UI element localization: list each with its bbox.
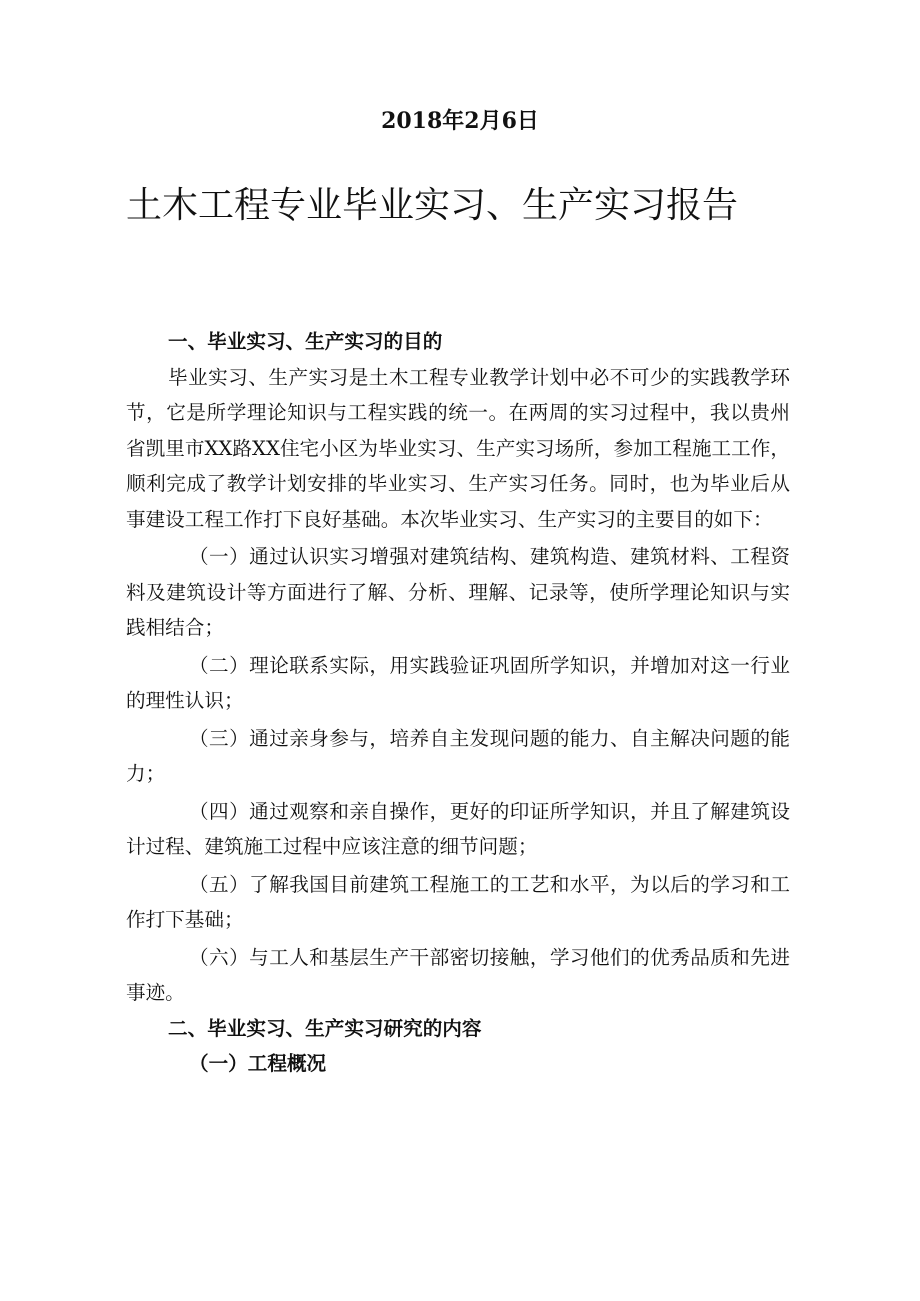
- section-1-intro: 毕业实习、生产实习是土木工程专业教学计划中必不可少的实践教学环节，它是所学理论知识与工程实践的统一。在两周的实习过程中，我以贵州省凯里市XX路XX住宅小区为毕业实习、生产实习场所，参加工程施工工作，顺利完成了教学计划安排的毕业实习、生产实习任务。同时，也为毕业后从事建设工程工作打下良好基础。本次毕业实习、生产实习的主要目的如下：: [126, 365, 790, 531]
- document-date: 2018年2月6日: [381, 108, 539, 134]
- purpose-item-1: （一）通过认识实习增强对建筑结构、建筑构造、建筑材料、工程资料及建筑设计等方面进行了解、分析、理解、记录等，使所学理论知识与实践相结合；: [126, 545, 790, 639]
- purpose-item-2: （二）理论联系实际，用实践验证巩固所学知识，并增加对这一行业的理性认识；: [126, 653, 790, 712]
- document-body: [126, 324, 790, 1082]
- purpose-item-4: （四）通过观察和亲自操作，更好的印证所学知识，并且了解建筑设计过程、建筑施工过程中应该注意的细节问题；: [126, 799, 790, 858]
- section-1-heading: 一、毕业实习、生产实习的目的: [168, 330, 443, 353]
- purpose-item-6: （六）与工人和基层生产干部密切接触，学习他们的优秀品质和先进事迹。: [126, 945, 790, 1004]
- section-2-heading: 二、毕业实习、生产实习研究的内容: [168, 1016, 482, 1040]
- section-2-subheading: （一）工程概况: [189, 1052, 327, 1075]
- purpose-item-3: （三）通过亲身参与，培养自主发现问题的能力、自主解决问题的能力；: [126, 726, 790, 785]
- purpose-item-5: （五）了解我国目前建筑工程施工的工艺和水平，为以后的学习和工作打下基础；: [126, 872, 790, 931]
- document-title: 土木工程专业毕业实习、生产实习报告: [126, 185, 739, 226]
